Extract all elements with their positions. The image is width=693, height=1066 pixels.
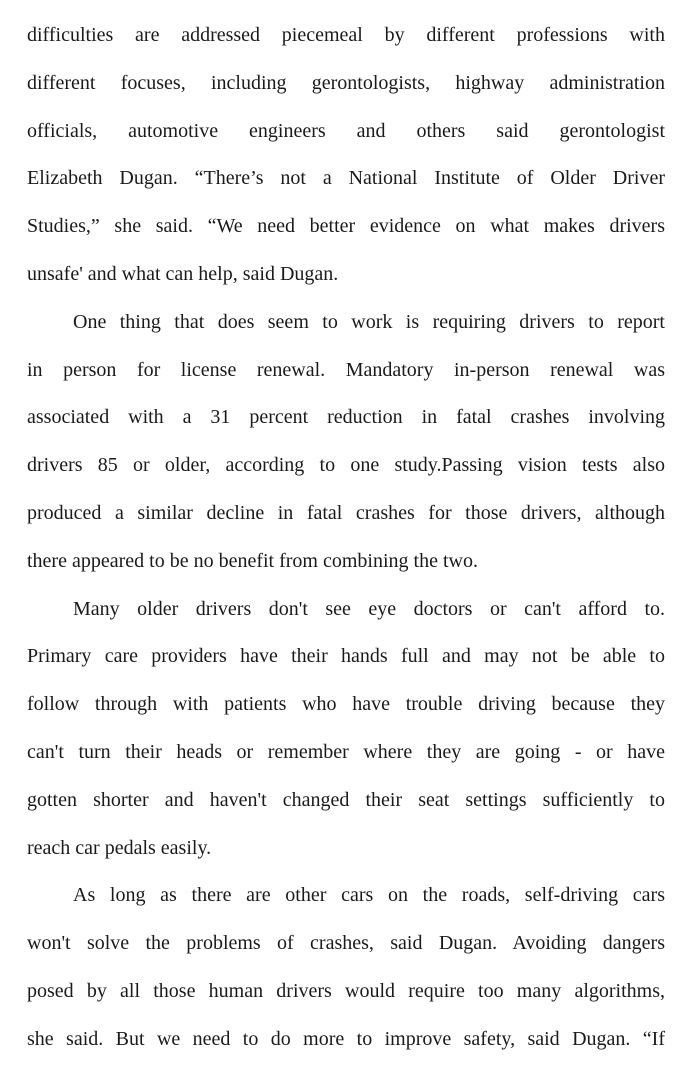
- paragraph: [27, 586, 665, 873]
- text-line: she said. But we need to do more to improve safety, said Dugan. “If: [27, 1027, 665, 1050]
- text-line: gotten shorter and haven't changed their seat settings sufficiently to: [27, 788, 665, 811]
- text-line: different focuses, including gerontologists, highway administration: [27, 71, 665, 94]
- text-line: drivers 85 or older, according to one study.Passing vision tests also: [27, 454, 665, 477]
- text-line: As long as there are other cars on the roads, self-driving cars: [73, 884, 665, 907]
- text-line: Studies,” she said. “We need better evidence on what makes drivers: [27, 215, 665, 238]
- text-line: can't turn their heads or remember where they are going - or have: [27, 740, 665, 763]
- article-body: [27, 12, 665, 1064]
- text-line: in person for license renewal. Mandatory in-person renewal was: [27, 358, 665, 381]
- paragraph: [27, 12, 665, 299]
- text-line: there appeared to be no benefit from combining the two.: [27, 549, 478, 572]
- text-line: Elizabeth Dugan. “There’s not a National Institute of Older Driver: [27, 167, 665, 190]
- text-line: officials, automotive engineers and others said gerontologist: [27, 119, 665, 142]
- text-line: follow through with patients who have trouble driving because they: [27, 693, 665, 716]
- text-line: won't solve the problems of crashes, said Dugan. Avoiding dangers: [27, 932, 665, 955]
- text-line: Primary care providers have their hands full and may not be able to: [27, 645, 665, 668]
- text-line: difficulties are addressed piecemeal by different professions with: [27, 24, 665, 46]
- text-line: associated with a 31 percent reduction in fatal crashes involving: [27, 406, 665, 429]
- paragraph: [27, 299, 665, 586]
- text-line: unsafe' and what can help, said Dugan.: [27, 262, 339, 285]
- text-line: Many older drivers don't see eye doctors or can't afford to.: [73, 597, 665, 620]
- text-line: produced a similar decline in fatal crashes for those drivers, although: [27, 501, 665, 524]
- text-line: One thing that does seem to work is requiring drivers to report: [73, 310, 665, 333]
- text-line: posed by all those human drivers would require too many algorithms,: [27, 979, 665, 1002]
- paragraph: [27, 872, 665, 1063]
- text-line: reach car pedals easily.: [27, 836, 212, 859]
